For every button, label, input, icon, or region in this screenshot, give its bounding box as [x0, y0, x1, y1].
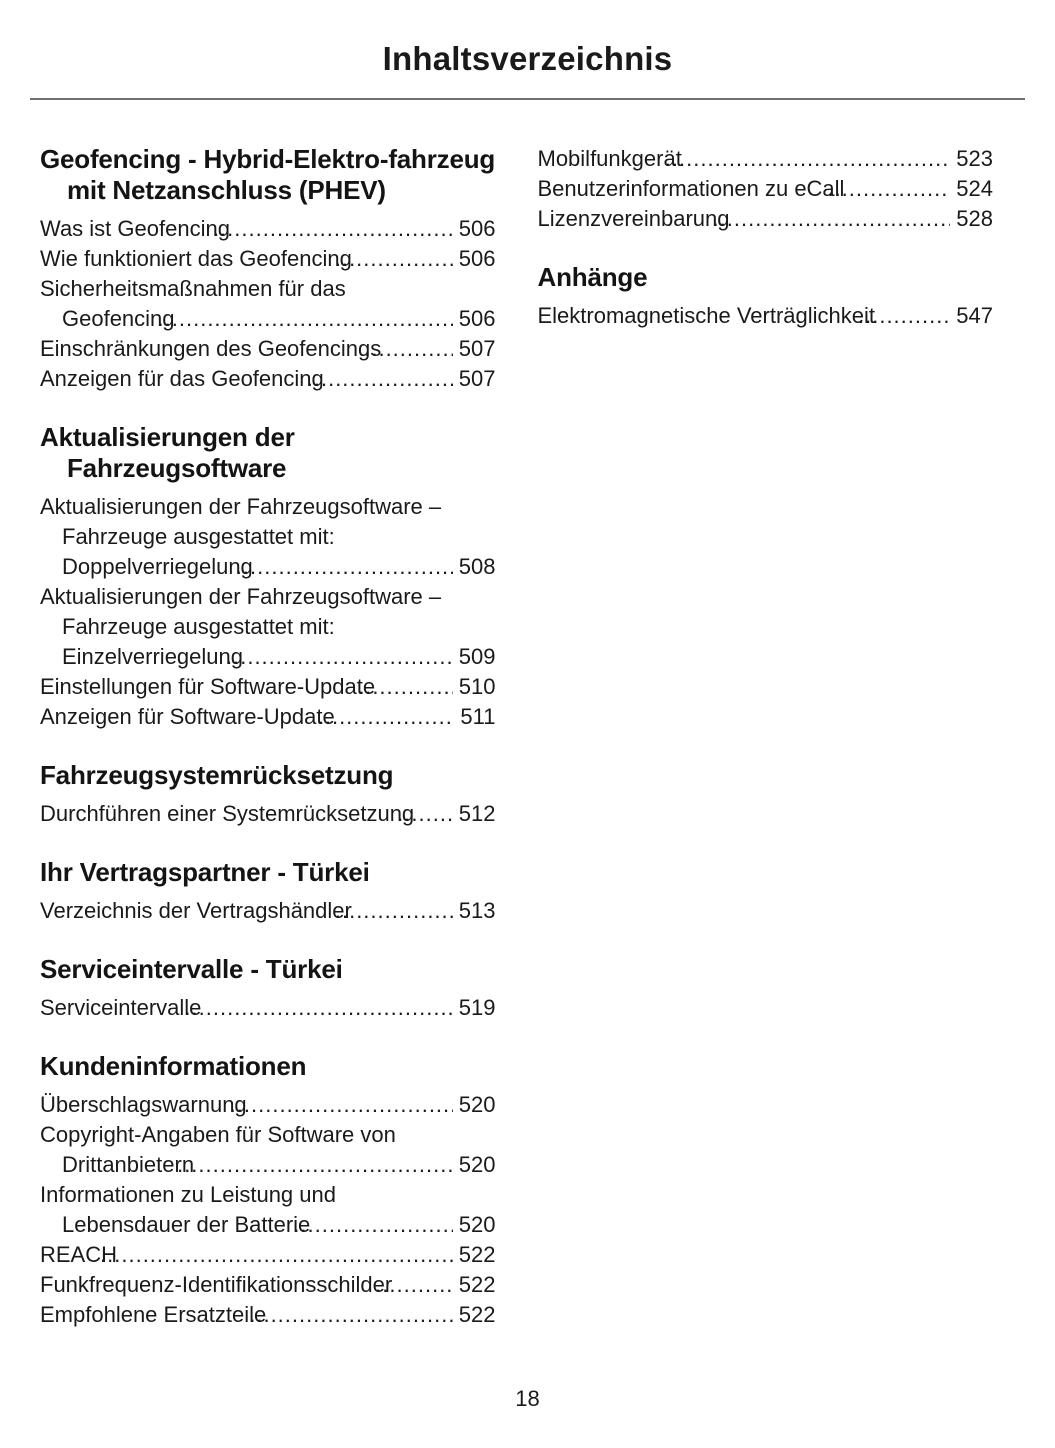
toc-entry-label: Elektromagnetische Verträglichkeit ..... — [538, 303, 876, 328]
toc-entry-label: Verzeichnis der Vertragshändler ..... — [40, 898, 352, 923]
toc-entry-page: 506 — [453, 244, 496, 274]
toc-section-systemreset — [40, 760, 496, 829]
toc-entry-label: Informationen zu Leistung und Lebensdauer der Batterie ..... — [40, 1182, 336, 1237]
toc-entry — [40, 492, 496, 582]
toc-entry-page: 519 — [453, 993, 496, 1023]
toc-entry — [40, 364, 496, 394]
toc-entry-page: 510 — [453, 672, 496, 702]
toc-entry-page: 522 — [453, 1300, 496, 1330]
section-heading: Kundeninformationen — [40, 1051, 307, 1081]
toc-entry-page: 513 — [453, 896, 496, 926]
toc-entry — [40, 1270, 496, 1300]
section-heading: Serviceintervalle - Türkei — [40, 954, 343, 984]
toc-entry-page: 506 — [453, 304, 496, 334]
toc-section-serviceintervalle — [40, 954, 496, 1023]
toc-entry-label: Wie funktioniert das Geofencing ..... — [40, 246, 352, 271]
toc-entry-label: REACH ..... — [40, 1242, 117, 1267]
section-heading: Aktualisierungen der Fahrzeugsoftware — [40, 422, 295, 483]
toc-entry-label: Anzeigen für das Geofencing ..... — [40, 366, 324, 391]
toc-entry — [40, 1120, 496, 1180]
toc-entry — [40, 334, 496, 364]
toc-entry — [40, 244, 496, 274]
toc-entry-label: Einstellungen für Software-Update ..... — [40, 674, 375, 699]
toc-entry-page: 507 — [453, 334, 496, 364]
toc-entry-label: Sicherheitsmaßnahmen für das Geofencing ..... — [40, 276, 346, 331]
toc-entry-page: 523 — [950, 144, 993, 174]
toc-entry — [538, 144, 994, 174]
toc-entry-page: 522 — [453, 1240, 496, 1270]
toc-entry-label: Einschränkungen des Geofencings ..... — [40, 336, 381, 361]
toc-entry-label: Überschlagswarnung ..... — [40, 1092, 247, 1117]
toc-entry-page: 547 — [950, 301, 993, 331]
toc-entry-page: 508 — [453, 552, 496, 582]
toc-entry-page: 509 — [453, 642, 496, 672]
toc-entry-label: Copyright-Angaben für Software von Drittanbietern ..... — [40, 1122, 396, 1177]
toc-column-left — [40, 144, 496, 1330]
toc-entry — [538, 204, 994, 234]
toc-section-softwareupdates — [40, 422, 496, 732]
toc-entry — [40, 1300, 496, 1330]
document-header — [0, 0, 1055, 100]
toc-entry — [40, 1240, 496, 1270]
section-heading: Anhänge — [537, 262, 648, 292]
toc-entry — [40, 1180, 496, 1240]
toc-entry — [40, 1090, 496, 1120]
toc-section-anhaenge — [538, 262, 994, 331]
section-heading: Geofencing - Hybrid-Elektro-fahrzeug mit Netzanschluss (PHEV) — [40, 144, 496, 205]
toc-section-vertragspartner — [40, 857, 496, 926]
title-divider — [30, 98, 1025, 100]
toc-section-kundeninformationen — [40, 1051, 496, 1330]
toc-entry-page: 520 — [453, 1150, 496, 1180]
toc-entry-label: Aktualisierungen der Fahrzeugsoftware – Fahrzeuge ausgestattet mit: Doppelverriegelung ..... — [40, 494, 441, 579]
toc-entry-label: Anzeigen für Software-Update ..... — [40, 704, 335, 729]
table-of-contents — [40, 144, 993, 1330]
toc-entry — [40, 582, 496, 672]
toc-column-right — [538, 144, 994, 331]
toc-entry-label: Serviceintervalle ..... — [40, 995, 201, 1020]
toc-entry-label: Funkfrequenz-Identifikationsschilder ..... — [40, 1272, 392, 1297]
toc-entry — [40, 702, 496, 732]
toc-entry — [40, 896, 496, 926]
toc-entry-page: 512 — [453, 799, 496, 829]
section-heading: Ihr Vertragspartner - Türkei — [40, 857, 370, 887]
page-number: 18 — [515, 1386, 540, 1411]
toc-entry-page: 524 — [950, 174, 993, 204]
toc-entry-page: 520 — [453, 1090, 496, 1120]
toc-entry — [40, 672, 496, 702]
toc-entry — [40, 214, 496, 244]
toc-entry-label: Aktualisierungen der Fahrzeugsoftware – Fahrzeuge ausgestattet mit: Einzelverriegelung ..... — [40, 584, 441, 669]
toc-entry-page: 511 — [454, 702, 495, 732]
toc-entry-label: Lizenzvereinbarung ..... — [538, 206, 730, 231]
toc-entry-page: 528 — [950, 204, 993, 234]
toc-entry — [40, 799, 496, 829]
toc-entry-label: Empfohlene Ersatzteile ..... — [40, 1302, 266, 1327]
toc-entry-label: Benutzerinformationen zu eCall ..... — [538, 176, 845, 201]
toc-entry-label: Mobilfunkgerät ..... — [538, 146, 682, 171]
toc-entry — [538, 301, 994, 331]
toc-entry — [538, 174, 994, 204]
toc-entry-label: Durchführen einer Systemrücksetzung ..... — [40, 801, 414, 826]
toc-entry-label: Was ist Geofencing ..... — [40, 216, 230, 241]
toc-section-kundeninformationen-fortsetzung — [538, 144, 994, 234]
toc-entry-page: 520 — [453, 1210, 496, 1240]
toc-entry-page: 507 — [453, 364, 496, 394]
page-title: Inhaltsverzeichnis — [382, 40, 673, 77]
toc-entry-page: 506 — [453, 214, 496, 244]
toc-section-geofencing — [40, 144, 496, 394]
toc-entry — [40, 993, 496, 1023]
section-heading: Fahrzeugsystemrücksetzung — [40, 760, 394, 790]
toc-entry-page: 522 — [453, 1270, 496, 1300]
toc-entry — [40, 274, 496, 334]
